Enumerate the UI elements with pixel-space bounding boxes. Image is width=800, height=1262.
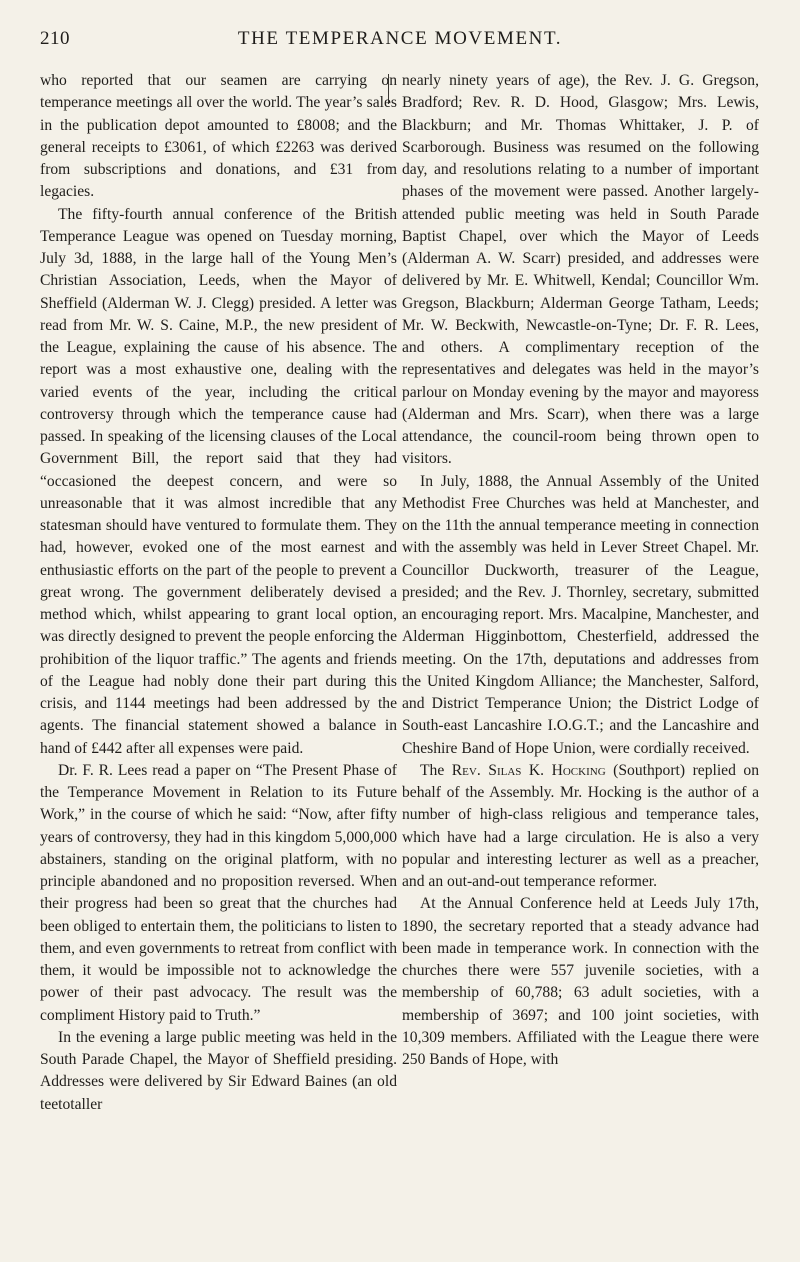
page-number: 210	[40, 28, 70, 49]
left-column	[40, 70, 397, 1116]
name-small-caps: Silas K. Hocking	[488, 761, 606, 779]
paragraph: In the evening a large public meeting was held in the South Parade Chapel, the Mayor of Sheffield presiding. Addresses were delivered by Sir Edward Baines (an old teetotaller	[40, 1028, 397, 1113]
right-column	[402, 70, 759, 1071]
paragraph: The fifty-fourth annual conference of the British Temperance League was opened on Tuesday morning, July 3d, 1888, in the large hall of the Young Men’s Christian Association, Leeds, when the Mayor of Sheffield (Alderman W. J. Clegg) presided. A letter was read from Mr. W. S. Caine, M.P., the new president of the League, explaining the cause of his absence. The report was a most exhaustive one, dealing with the varied events of the year, including the critical controversy through which the temperance cause had passed. In speaking of the licensing clauses of the Local Government Bill, the report said that they had “occasioned the deepest concern, and were so unreasonable that it was almost incredible that any statesman should have ventured to formulate them. They had, however, evoked one of the most earnest and enthusiastic efforts on the part of the people to prevent a great wrong. The government deliberately devised a method which, whilst appearing to grant local option, was directly designed to prevent the people enforcing the prohibition of the liquor traffic.” The agents and friends of the League had nobly done their part during this crisis, and 1144 meetings had been addressed by the agents. The financial statement showed a balance in hand of £442 after all expenses were paid.	[40, 205, 397, 757]
page-header	[40, 28, 760, 58]
title-small-caps: Rev.	[451, 761, 481, 779]
text-run: (Southport) replied on behalf of the Assembly. Mr. Hocking is the author of a number of high-class religious and temperance tales, which have had a large circulation. He is also a very popular and interesting lecturer as well as a preacher, and an out-and-out temperance reformer.	[402, 761, 759, 890]
paragraph: In July, 1888, the Annual Assembly of the United Methodist Free Churches was held at Manchester, and on the 11th the annual temperance meeting in connection with the assembly was held in Lever Street Chapel. Mr. Councillor Duckworth, treasurer of the League, presided; and the Rev. J. Thornley, secretary, submitted an encouraging report. Mrs. Macalpine, Manchester, and Alderman Higginbottom, Chesterfield, addressed the meeting. On the 17th, deputations and addresses from the United Kingdom Alliance; the Manchester, Salford, and District Temperance Union; the District Lodge of South-east Lancashire I.O.G.T.; and the Lancashire and Cheshire Band of Hope Union, were cordially received.	[402, 472, 759, 757]
paragraph	[402, 760, 759, 894]
paragraph: nearly ninety years of age), the Rev. J. G. Gregson, Bradford; Rev. R. D. Hood, Glasgow; Mrs. Lewis, Blackburn; and Mr. Thomas Whittaker, J. P. of Scarborough. Business was resumed on the following day, and resolutions relating to a number of important phases of the movement were passed. Another largely-attended public meeting was held in South Parade Baptist Chapel, over which the Mayor of Leeds (Alderman A. W. Scarr) presided, and addresses were delivered by Mr. E. Whitwell, Kendal; Councillor Wm. Gregson, Blackburn; Alderman George Tatham, Leeds; Mr. W. Beckwith, Newcastle-on-Tyne; Dr. F. R. Lees, and others. A complimentary reception of the representatives and delegates was held in the mayor’s parlour on Monday evening by the mayor and mayoress (Alderman and Mrs. Scarr), when there was a large attendance, the council-room being thrown open to visitors.	[402, 72, 759, 468]
paragraph: who reported that our seamen are carrying on temperance meetings all over the world. The year’s sales in the publication depot amounted to £8008; and the general receipts to £3061, of which £2263 was derived from subscriptions and donations, and £31 from legacies.	[40, 72, 397, 201]
text-run: The	[420, 761, 445, 779]
paragraph: Dr. F. R. Lees read a paper on “The Present Phase of the Temperance Movement in Relation to its Future Work,” in the course of which he said: “Now, after fifty years of controversy, they had in this kingdom 5,000,000 abstainers, standing on the original platform, with no principle abandoned and no proposition reversed. When their progress had been so great that the churches had been obliged to entertain them, the politicians to listen to them, and even governments to retreat from conflict with them, it would be impossible not to acknowledge the power of their past advocacy. The result was the compliment History paid to Truth.”	[40, 761, 397, 1024]
paragraph: At the Annual Conference held at Leeds July 17th, 1890, the secretary reported that a steady advance had been made in temperance work. In connection with the churches there were 557 juvenile societies, with a membership of 60,788; 63 adult societies, with a membership of 3697; and 100 joint societies, with 10,309 members. Affiliated with the League there were 250 Bands of Hope, with	[402, 895, 759, 1068]
running-title: THE TEMPERANCE MOVEMENT.	[237, 28, 563, 49]
